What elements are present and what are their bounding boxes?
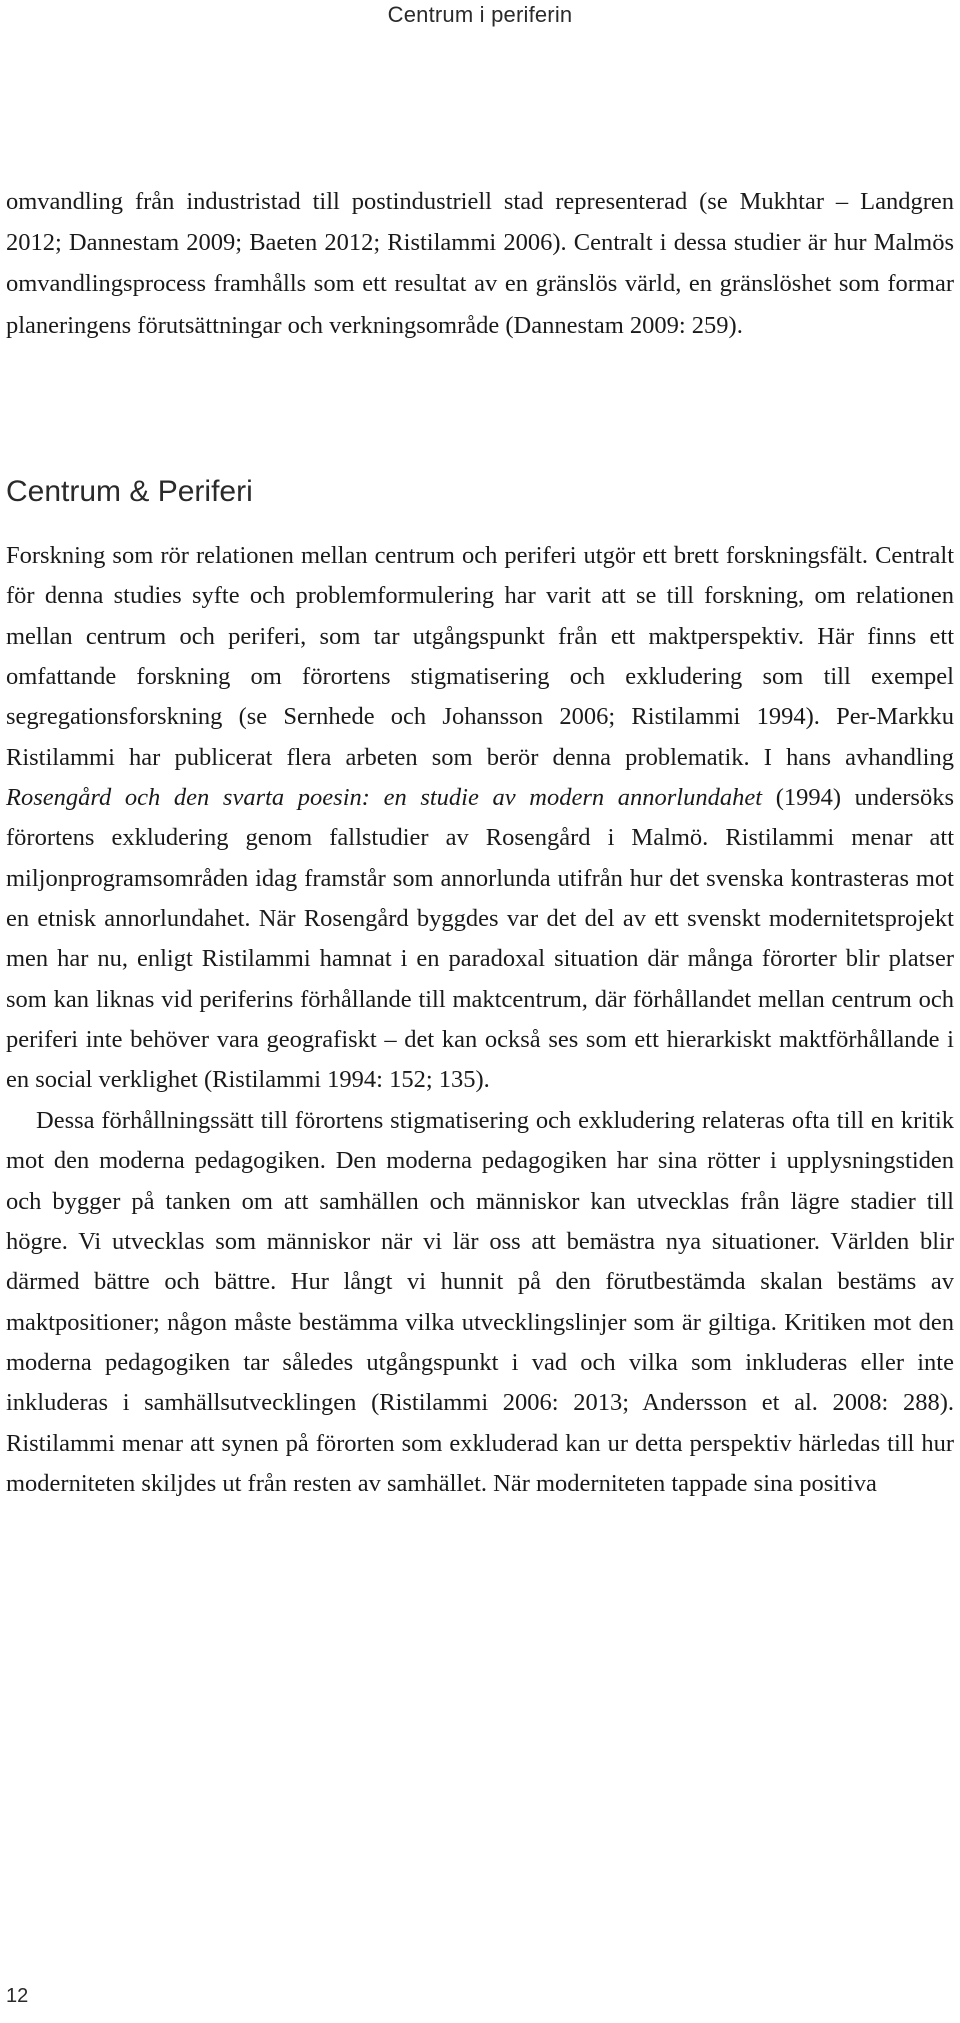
paragraph-modern-pedagogy: Dessa förhållningssätt till förortens stigmatisering och exkludering relateras ofta till en kritik mot den moderna pedagogiken. Den moderna pedagogiken har sina rötter i upplysningstiden och bygger på tanken om att samhällen och människor kan utvecklas från lägre stadier till högre. Vi utvecklas som människor när vi lär oss att bemästra nya situationer. Världen blir därmed bättre och bättre. Hur långt vi hunnit på den förutbestämda skalan bestäms av maktpositioner; någon måste bestämma vilka utvecklingslinjer som är giltiga. Kritiken mot den moderna pedagogiken tar således utgångspunkt i vad och vilka som inkluderas eller inte inkluderas i samhällsutvecklingen (Ristilammi 2006: 2013; Andersson et al. 2008: 288). Ristilammi menar att synen på förorten som exkluderad kan ur detta perspektiv härledas till hur moderniteten skiljdes ut från resten av samhället. När moderniteten tappade sina positiva [6, 1106, 954, 1497]
book-title-italic: Rosengård och den svarta poesin: en studie av modern annorlundahet [6, 784, 763, 812]
paragraph-centrum-periferi [6, 536, 954, 1101]
intro-text-block [6, 181, 954, 346]
section-text-block [6, 536, 954, 1504]
page-number: 12 [6, 1985, 29, 2007]
running-header: Centrum i periferin [387, 2, 573, 27]
section-heading: Centrum & Periferi [6, 475, 253, 508]
paragraph-text-part-1: Forskning som rör relationen mellan centrum och periferi utgör ett brett forskningsfält. Centralt för denna studies syfte och problemformulering har varit att se till forskning, om relationen mellan centrum och periferi, som tar utgångspunkt från ett maktperspektiv. Här finns ett omfattande forskning om förortens stigmatisering och exkludering som till exempel segregationsforskning (se Sernhede och Johansson 2006; Ristilammi 1994). Per-Markku Ristilammi har publicerat flera arbeten som berör denna problematik. I hans avhandling [6, 542, 954, 771]
paragraph-text-part-2: (1994) undersöks förortens exkludering genom fallstudier av Rosengård i Malmö. Ristilammi menar att miljonprogramsområden idag framstår som annorlunda utifrån hur det svenska kontrasteras mot en etnisk annorlundahet. När Rosengård byggdes var det del av ett svenskt modernitetsprojekt men har nu, enligt Ristilammi hamnat i en paradoxal situation där många förorter blir platser som kan liknas vid periferins förhållande till maktcentrum, där förhållandet mellan centrum och periferi inte behöver vara geografiskt – det kan också ses som ett hierarkiskt maktförhållande i en social verklighet (Ristilammi 1994: 152; 135). [6, 784, 954, 1094]
paragraph-intro: omvandling från industristad till postindustriell stad representerad (se Mukhtar – Landgren 2012; Dannestam 2009; Baeten 2012; Ristilammi 2006). Centralt i dessa studier är hur Malmös omvandlingsprocess framhålls som ett resultat av en gränslös värld, en gränslöshet som formar planeringens förutsättningar och verkningsområde (Dannestam 2009: 259). [6, 188, 954, 339]
